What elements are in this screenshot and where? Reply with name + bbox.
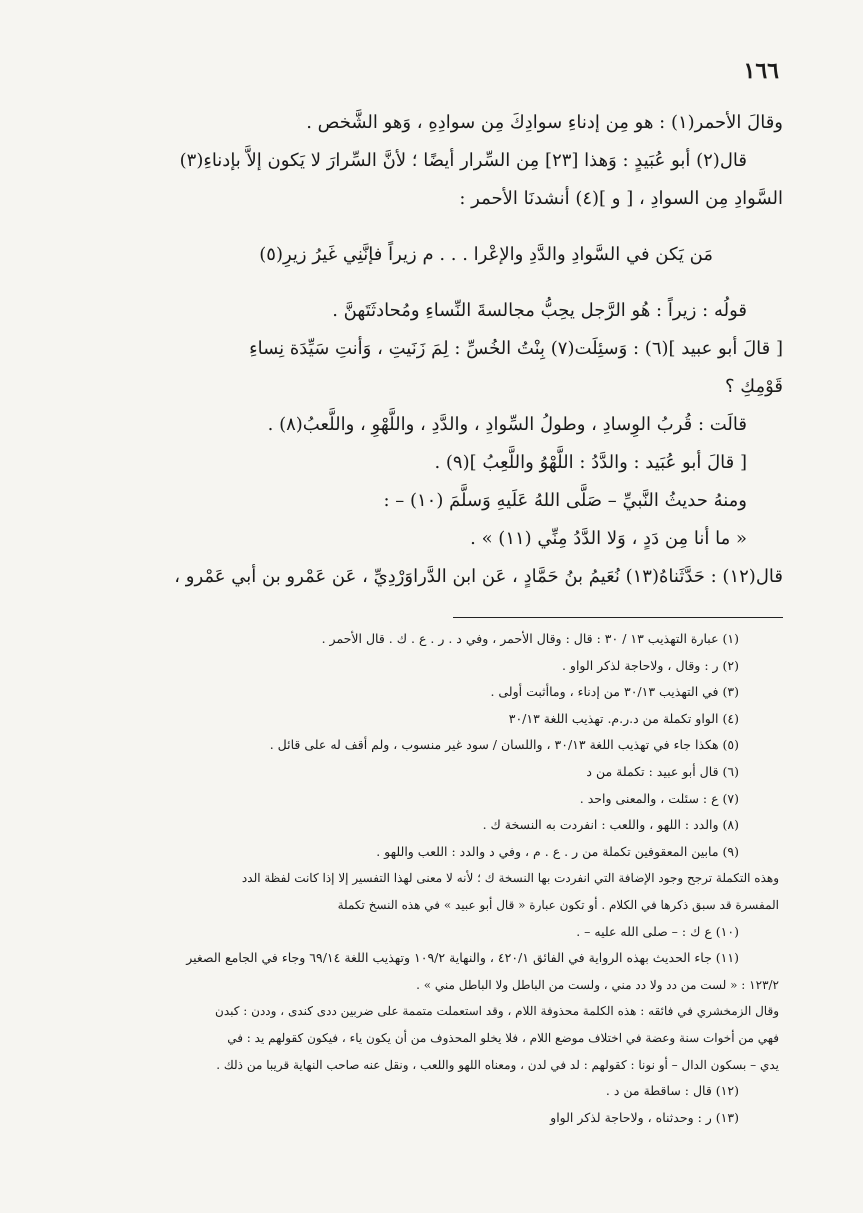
page-number: ١٦٦ bbox=[743, 58, 779, 84]
footnote: (٣) في التهذيب ٣٠/١٣ من إدناء ، وماأثبت أولى . bbox=[490, 684, 739, 700]
footnote-continuation: المفسرة قد سبق ذكرها في الكلام . أو تكون عبارة « قال أبو عبيد » في هذه النسخ تكملة bbox=[337, 897, 779, 912]
footnote-divider bbox=[453, 617, 783, 618]
text-line: [ قالَ أبو عبيد ](٦) : وَسئِلَت(٧) بِنْتُ الخُسِّ : لِمَ زَنَيتِ ، وَأنتِ سَيِّدَة نِساءِ bbox=[249, 338, 783, 359]
footnote: (١١) جاء الحديث بهذه الرواية في الفائق ٤٢٠/١ ، والنهاية ١٠٩/٢ وتهذيب اللغة ٦٩/١٤ وجاء في الجامع الصغير bbox=[186, 950, 739, 966]
text-line: قولُه : زيراً : هُو الرَّجل يحِبُّ مجالسةَ النِّساءِ ومُحادثَتَهنَّ . bbox=[332, 300, 747, 321]
footnote-continuation: وهذه التكملة ترجح وجود الإضافة التي انفردت بها النسخة ك ؛ لأنه لا معنى لهذا التفسير إلا إذا كانت لفظة الدد bbox=[241, 871, 779, 886]
footnotes bbox=[79, 626, 779, 1131]
footnote: (١٢) قال : ساقطة من د . bbox=[605, 1083, 739, 1099]
text-line: قال(١٢) : حَدَّثَناهُ(١٣) نُعَيمُ بنُ حَمَّادٍ ، عَن ابن الدَّراوَرْدِيِّ ، عَن عَمْرو بن أبي عَمْرو ، bbox=[174, 566, 783, 587]
footnote: (٥) هكذا جاء في تهذيب اللغة ٣٠/١٣ ، واللسان / سود غير منسوب ، ولم أقف له على قائل . bbox=[269, 737, 739, 753]
footnote: (١) عبارة التهذيب ١٣ / ٣٠ : قال : وقال الأحمر ، وفي د . ر . ع . ك . قال الأحمر . bbox=[321, 631, 739, 646]
footnote: (٨) والدد : اللهو ، واللعب : انفردت به النسخة ك . bbox=[482, 817, 739, 833]
footnote-continuation: وقال الزمخشري في فائقه : هذه الكلمة محذوفة اللام ، وقد استعملت متممة على ضربين ددى كندى ، وددن : كبدن bbox=[215, 1004, 779, 1019]
main-text bbox=[83, 104, 783, 596]
text-line: قالَت : قُربُ الوِسادِ ، وطولُ السِّوادِ ، والدَّدِ ، واللَّهْوِ ، واللَّعبُ(٨) . bbox=[267, 414, 747, 435]
footnote-continuation: يدي – بسكون الدال – أو نونا : كقولهم : لد في لدن ، ومعناه اللهو واللعب ، ونقل عنه صاحب النهاية قريبا من ذلك . bbox=[216, 1057, 779, 1072]
hadith-quote: « ما أنا مِن دَدٍ ، وَلا الدَّدُ مِنِّي (١١) » . bbox=[470, 528, 747, 549]
footnote: (٢) ر : وقال ، ولاحاجة لذكر الواو . bbox=[561, 657, 739, 673]
text-line: [ قالَ أبو عُبَيد : والدَّدُ : اللَّهْوُ واللَّعِبُ ](٩) . bbox=[434, 452, 747, 473]
footnote: (١٣) ر : وحدثناه ، ولاحاجة لذكر الواو bbox=[550, 1109, 739, 1125]
footnote: (٧) ع : سئلت ، والمعنى واحد . bbox=[579, 790, 739, 806]
footnote: (٦) قال أبو عبيد : تكملة من د bbox=[586, 763, 739, 779]
text-line: السَّوادِ مِن السوادِ ، [ و ](٤) أنشدنَا الأحمر : bbox=[459, 188, 783, 209]
text-line: وقالَ الأحمر(١) : هو مِن إدناءِ سوادِكَ مِن سوادِهِ ، وَهو الشَّخص . bbox=[306, 112, 783, 133]
footnote-continuation: ١٢٣/٢ : « لست من دد ولا دد مني ، ولست من الباطل ولا الباطل مني » . bbox=[416, 977, 779, 992]
text-line: قَوْمِكِ ؟ bbox=[725, 376, 783, 397]
footnote: (٤) الواو تكملة من د.ر.م. تهذيب اللغة ٣٠/١٣ bbox=[508, 710, 739, 726]
footnote: (١٠) ع ك : – صلى الله عليه – . bbox=[576, 923, 739, 939]
footnote-continuation: فهي من أخوات سنة وعضة في اختلاف موضع اللام ، فلا يخلو المحذوف من أن يكون ياء ، فيكون كقولهم يد : في bbox=[227, 1030, 779, 1045]
poetry-verse: مَن يَكن في السَّوادِ والدَّدِ والإعْرا . . . م زيراً فإنَّنِي غَيرُ زيرِ(٥) bbox=[259, 244, 713, 265]
text-line: قال(٢) أبو عُبَيدٍ : وَهذا [٢٣] مِن السِّرار أيضًا ؛ لأنَّ السِّرارَ لا يَكون إلاَّ بإدناءِ(٣) bbox=[179, 150, 747, 171]
footnote: (٩) مابين المعقوفين تكملة من ر . ع . م ، وفي د والدد : اللعب واللهو . bbox=[376, 843, 739, 859]
text-line: ومنهُ حديثُ النَّبيِّ – صَلَّى اللهُ عَلَيهِ وَسلَّمَ (١٠) – : bbox=[383, 490, 747, 511]
